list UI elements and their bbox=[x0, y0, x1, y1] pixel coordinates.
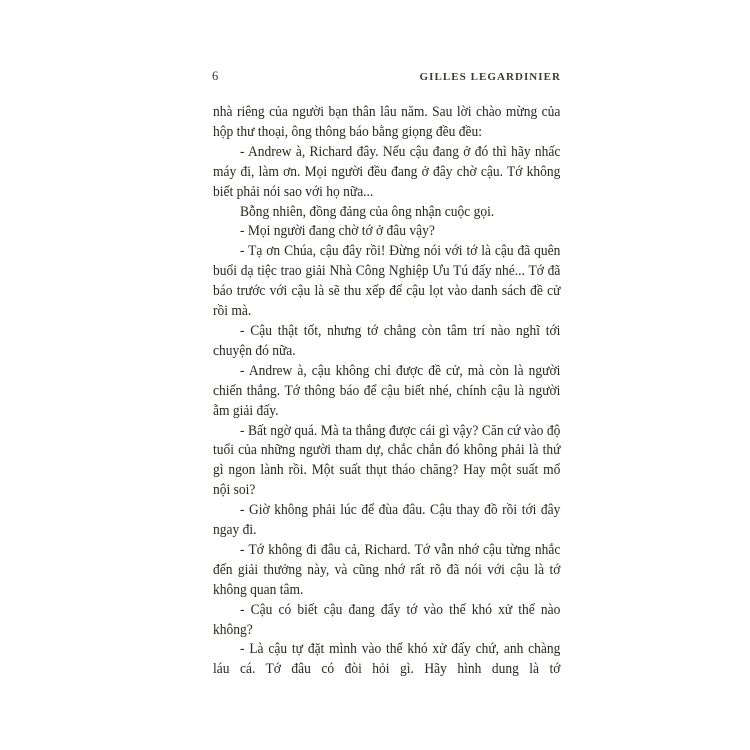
body-paragraph: Bỗng nhiên, đồng đảng của ông nhận cuộc gọi. bbox=[240, 203, 495, 220]
page-number: 6 bbox=[212, 69, 219, 83]
body-paragraph: - Mọi người đang chờ tớ ở đâu vậy? bbox=[240, 223, 435, 240]
body-paragraph: - Giờ không phải lúc để đùa đâu. Cậu thay đồ rồi tới đây ngay đi. bbox=[213, 502, 561, 539]
body-paragraph: - Cậu thật tốt, nhưng tớ chẳng còn tâm trí nào nghĩ tới chuyện đó nữa. bbox=[213, 322, 561, 359]
page-header bbox=[212, 69, 561, 84]
body-paragraph: - Bất ngờ quá. Mà ta thắng được cái gì vậy? Căn cứ vào độ tuổi của những người tham dự, chắc chắn đó không phải là thứ gì ngon lành rồi. Một suất thụt tháo chăng? Hay một suất mổ nội soi? bbox=[213, 422, 561, 499]
body-paragraph: - Andrew à, Richard đây. Nếu cậu đang ở đó thì hãy nhấc máy đi, làm ơn. Mọi người đều đang ở đây chờ cậu. Tớ không biết phải nói sao với họ nữa... bbox=[213, 143, 561, 200]
body-paragraph: - Andrew à, cậu không chỉ được đề cử, mà còn là người chiến thắng. Tớ thông báo để cậu biết nhé, chính cậu là người ẵm giải đấy. bbox=[213, 362, 561, 419]
body-paragraph: - Là cậu tự đặt mình vào thế khó xử đấy chứ, anh chàng láu cá. Tớ đâu có đòi hỏi gì. Hãy hình dung là tớ bbox=[213, 641, 561, 678]
body-paragraph: - Tạ ơn Chúa, cậu đây rồi! Đừng nói với tớ là cậu đã quên buổi dạ tiệc trao giải Nhà Công Nghiệp Ưu Tú đấy nhé... Tớ đã báo trước với cậu là sẽ thu xếp để cậu lọt vào danh sách đề cử rồi mà. bbox=[213, 243, 561, 320]
body-text bbox=[213, 103, 560, 680]
running-title: GILLES LEGARDINIER bbox=[419, 71, 561, 83]
body-paragraph: - Tớ không đi đâu cả, Richard. Tớ vẫn nhớ cậu từng nhắc đến giải thưởng này, và cũng nhớ rất rõ đã nói với cậu là tớ không quan tâm. bbox=[213, 541, 561, 598]
body-paragraph: nhà riêng của người bạn thân lâu năm. Sau lời chào mừng của hộp thư thoại, ông thông báo bằng giọng đều đều: bbox=[213, 104, 561, 140]
body-paragraph: - Cậu có biết cậu đang đẩy tớ vào thế khó xử thế nào không? bbox=[213, 601, 561, 638]
